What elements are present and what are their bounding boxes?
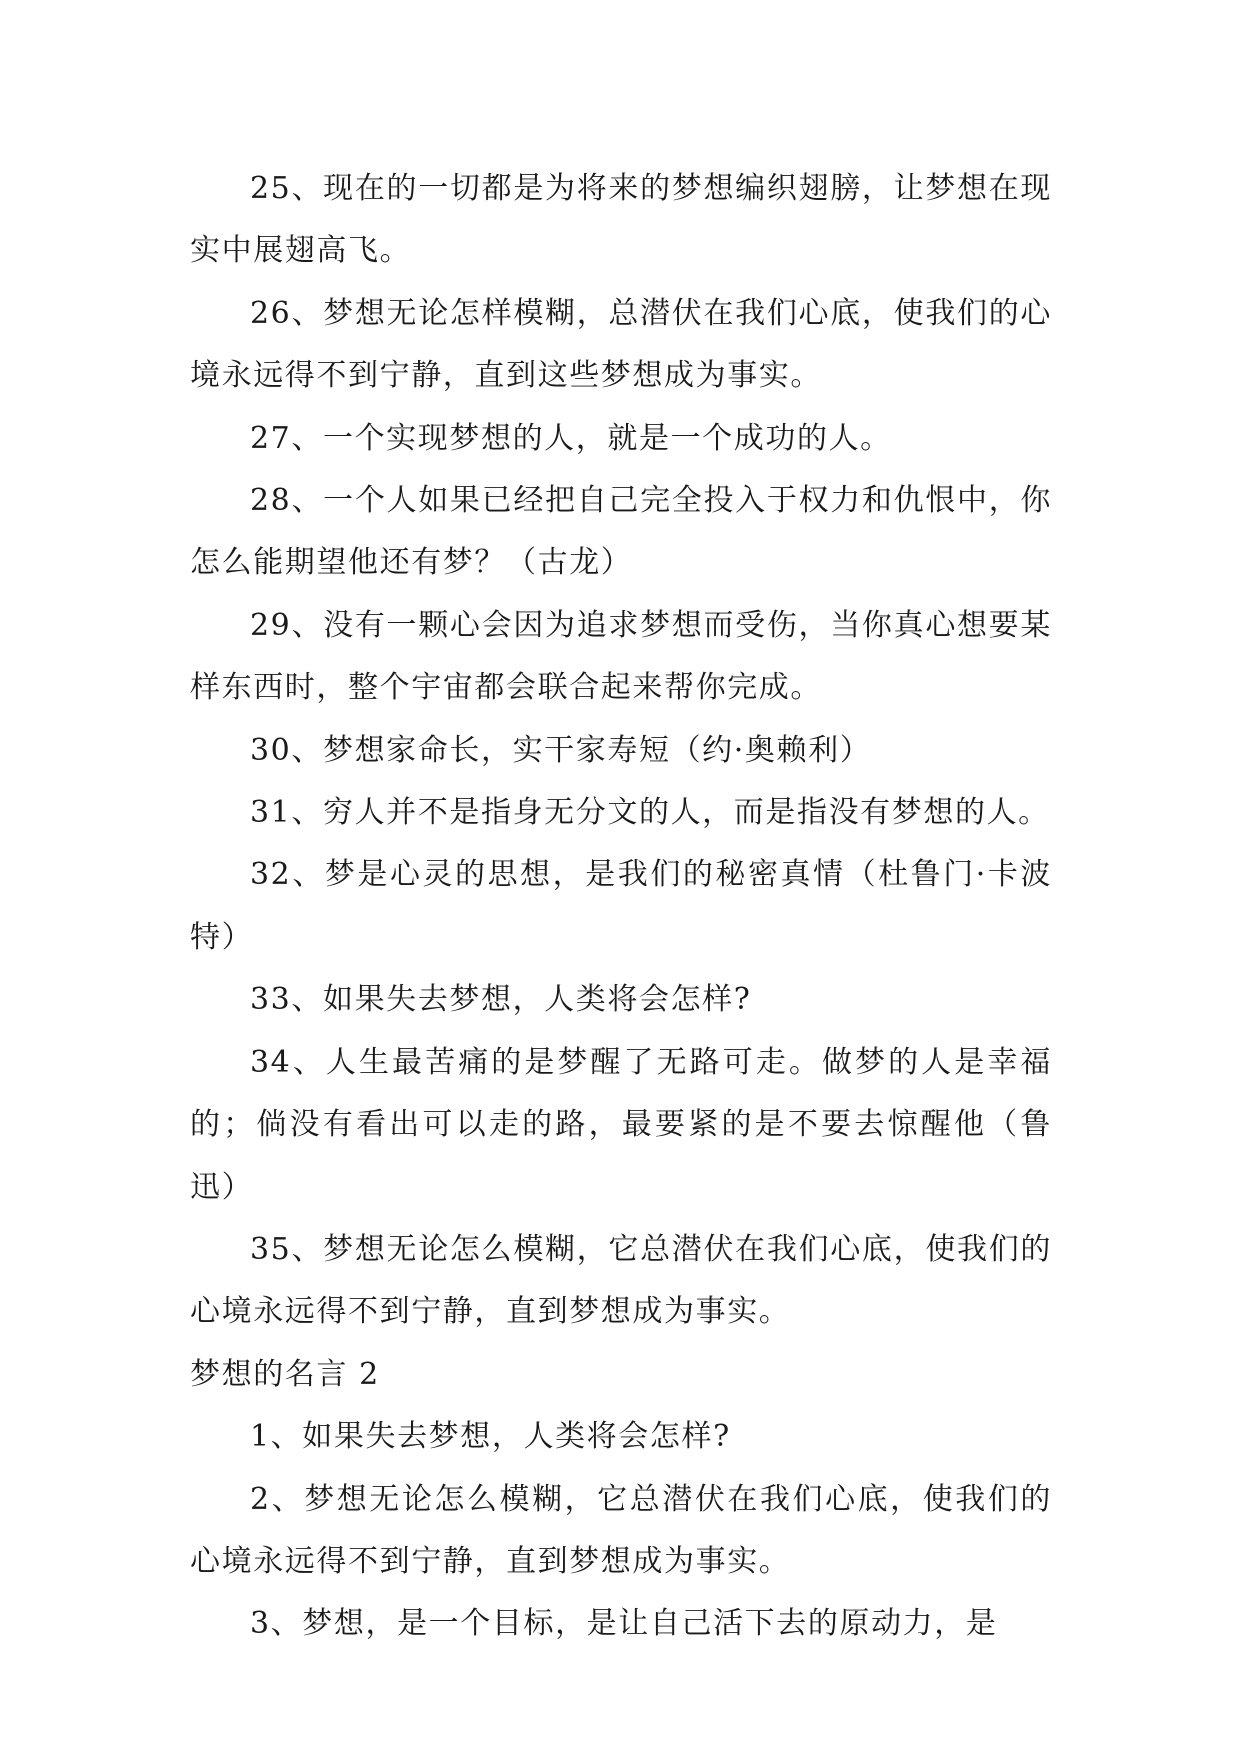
quote-paragraph-28: 28、一个人如果已经把自己完全投入于权力和仇恨中，你怎么能期望他还有梦？（古龙） [190,483,1052,581]
quote-paragraph-34: 34、人生最苦痛的是梦醒了无路可走。做梦的人是幸福的；倘没有看出可以走的路，最要紧的是不要去惊醒他（鲁迅） [190,1044,1052,1205]
quote-paragraph-29: 29、没有一颗心会因为追求梦想而受伤，当你真心想要某样东西时，整个宇宙都会联合起来帮你完成。 [190,607,1052,706]
section-quote-paragraph-3: 3、梦想，是一个目标，是让自己活下去的原动力，是 [250,1606,998,1642]
document-body [190,158,1052,1656]
quote-paragraph-32: 32、梦是心灵的思想，是我们的秘密真情（杜鲁门·卡波特） [190,857,1052,955]
section-quote-paragraph-1: 1、如果失去梦想，人类将会怎样? [250,1419,731,1455]
quote-paragraph-26: 26、梦想无论怎样模糊，总潜伏在我们心底，使我们的心境永远得不到宁静，直到这些梦想成为事实。 [190,295,1052,394]
quote-paragraph-27: 27、一个实现梦想的人，就是一个成功的人。 [250,420,892,456]
section-heading: 梦想的名言 2 [190,1356,380,1392]
quote-paragraph-25: 25、现在的一切都是为将来的梦想编织翅膀，让梦想在现实中展翅高飞。 [190,171,1052,269]
quote-paragraph-33: 33、如果失去梦想，人类将会怎样? [250,982,752,1018]
quote-paragraph-31: 31、穷人并不是指身无分文的人，而是指没有梦想的人。 [250,795,1050,831]
quote-paragraph-35: 35、梦想无论怎么模糊，它总潜伏在我们心底，使我们的心境永远得不到宁静，直到梦想成为事实。 [190,1231,1052,1330]
quote-paragraph-30: 30、梦想家命长，实干家寿短（约·奥赖利） [250,732,872,768]
section-quote-paragraph-2: 2、梦想无论怎么模糊，它总潜伏在我们心底，使我们的心境永远得不到宁静，直到梦想成为事实。 [190,1481,1052,1579]
